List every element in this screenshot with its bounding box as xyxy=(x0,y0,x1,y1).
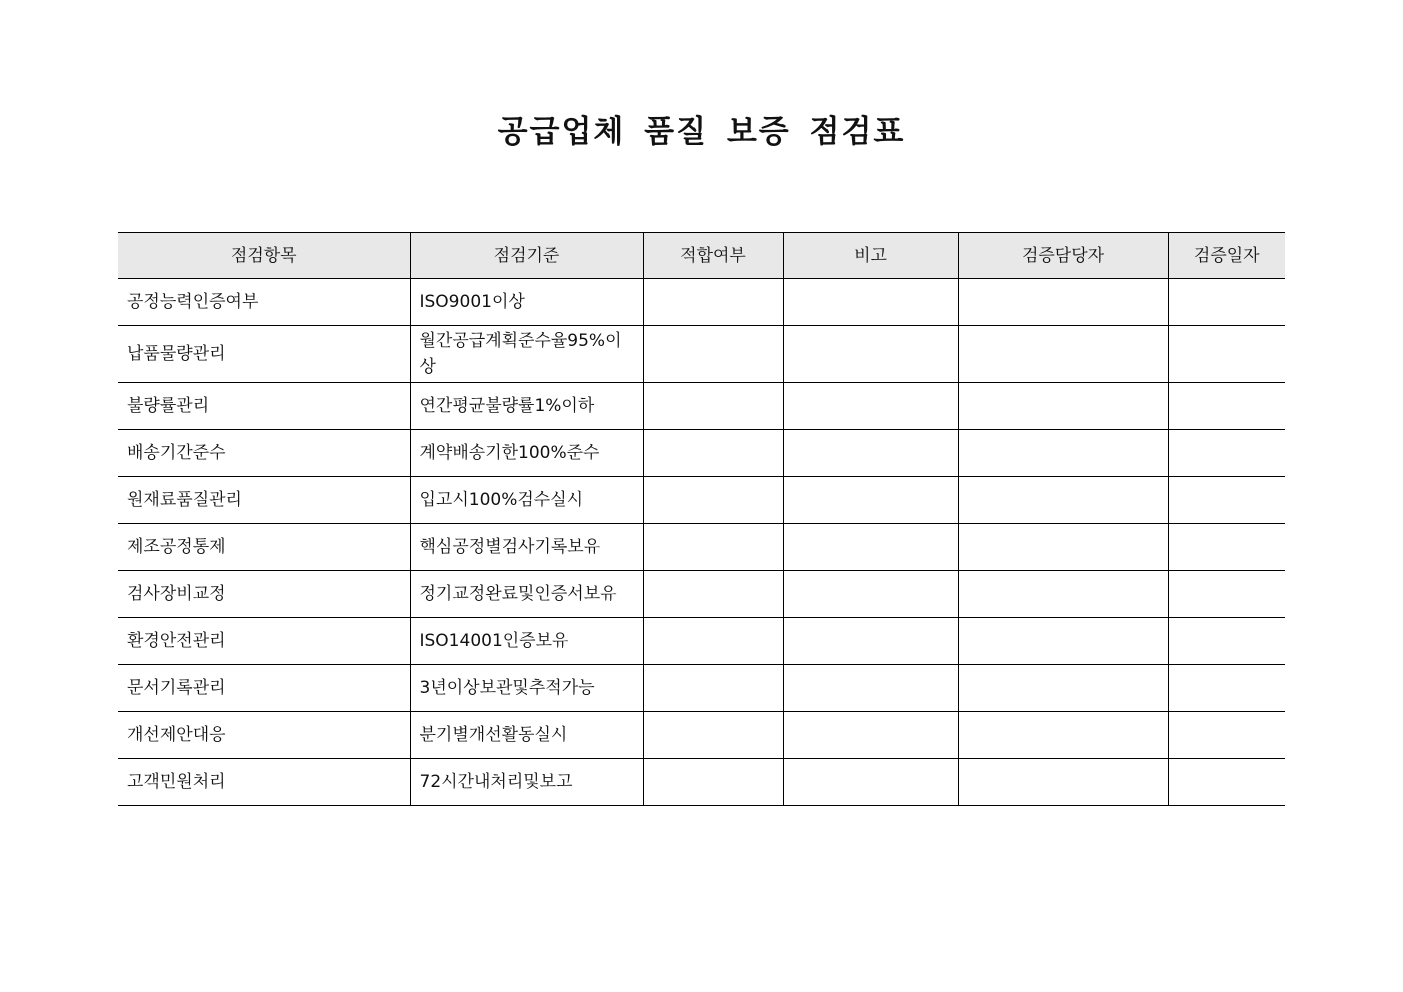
item-cell: 고객민원처리 xyxy=(118,759,410,806)
date-cell[interactable] xyxy=(1168,712,1285,759)
criteria-cell: 핵심공정별검사기록보유 xyxy=(410,524,643,571)
table-row xyxy=(118,712,1285,759)
result-cell[interactable] xyxy=(643,383,783,430)
date-cell[interactable] xyxy=(1168,571,1285,618)
note-cell[interactable] xyxy=(783,477,958,524)
verifier-cell[interactable] xyxy=(958,524,1168,571)
criteria-cell: 계약배송기한100%준수 xyxy=(410,430,643,477)
item-cell: 공정능력인증여부 xyxy=(118,279,410,326)
date-cell[interactable] xyxy=(1168,759,1285,806)
note-cell[interactable] xyxy=(783,571,958,618)
header-verifier: 검증담당자 xyxy=(958,233,1168,279)
document-title: 공급업체 품질 보증 점검표 xyxy=(497,114,906,150)
result-cell[interactable] xyxy=(643,759,783,806)
item-cell: 검사장비교정 xyxy=(118,571,410,618)
table-row xyxy=(118,383,1285,430)
verifier-cell[interactable] xyxy=(958,326,1168,383)
date-cell[interactable] xyxy=(1168,383,1285,430)
result-cell[interactable] xyxy=(643,279,783,326)
criteria-cell: 정기교정완료및인증서보유 xyxy=(410,571,643,618)
note-cell[interactable] xyxy=(783,665,958,712)
table-row xyxy=(118,571,1285,618)
note-cell[interactable] xyxy=(783,618,958,665)
checklist-table xyxy=(118,232,1285,806)
note-cell[interactable] xyxy=(783,524,958,571)
date-cell[interactable] xyxy=(1168,618,1285,665)
verifier-cell[interactable] xyxy=(958,759,1168,806)
item-cell: 배송기간준수 xyxy=(118,430,410,477)
header-result: 적합여부 xyxy=(643,233,783,279)
item-cell: 원재료품질관리 xyxy=(118,477,410,524)
result-cell[interactable] xyxy=(643,524,783,571)
item-cell: 환경안전관리 xyxy=(118,618,410,665)
criteria-cell: ISO9001이상 xyxy=(410,279,643,326)
verifier-cell[interactable] xyxy=(958,430,1168,477)
header-note: 비고 xyxy=(783,233,958,279)
table-row xyxy=(118,524,1285,571)
verifier-cell[interactable] xyxy=(958,571,1168,618)
table-row xyxy=(118,665,1285,712)
result-cell[interactable] xyxy=(643,665,783,712)
criteria-cell: 3년이상보관및추적가능 xyxy=(410,665,643,712)
table-row xyxy=(118,430,1285,477)
header-item: 점검항목 xyxy=(118,233,410,279)
result-cell[interactable] xyxy=(643,430,783,477)
item-cell: 불량률관리 xyxy=(118,383,410,430)
result-cell[interactable] xyxy=(643,618,783,665)
verifier-cell[interactable] xyxy=(958,279,1168,326)
table-row xyxy=(118,618,1285,665)
verifier-cell[interactable] xyxy=(958,665,1168,712)
item-cell: 문서기록관리 xyxy=(118,665,410,712)
result-cell[interactable] xyxy=(643,712,783,759)
result-cell[interactable] xyxy=(643,326,783,383)
table-row xyxy=(118,759,1285,806)
table-row xyxy=(118,477,1285,524)
item-cell: 제조공정통제 xyxy=(118,524,410,571)
criteria-cell: 입고시100%검수실시 xyxy=(410,477,643,524)
verifier-cell[interactable] xyxy=(958,477,1168,524)
result-cell[interactable] xyxy=(643,571,783,618)
item-cell: 납품물량관리 xyxy=(118,326,410,383)
item-cell: 개선제안대응 xyxy=(118,712,410,759)
date-cell[interactable] xyxy=(1168,326,1285,383)
note-cell[interactable] xyxy=(783,430,958,477)
note-cell[interactable] xyxy=(783,759,958,806)
note-cell[interactable] xyxy=(783,279,958,326)
criteria-cell: ISO14001인증보유 xyxy=(410,618,643,665)
note-cell[interactable] xyxy=(783,712,958,759)
date-cell[interactable] xyxy=(1168,477,1285,524)
date-cell[interactable] xyxy=(1168,665,1285,712)
date-cell[interactable] xyxy=(1168,430,1285,477)
criteria-cell: 72시간내처리및보고 xyxy=(410,759,643,806)
date-cell[interactable] xyxy=(1168,524,1285,571)
table-row xyxy=(118,279,1285,326)
verifier-cell[interactable] xyxy=(958,618,1168,665)
criteria-cell: 연간평균불량률1%이하 xyxy=(410,383,643,430)
verifier-cell[interactable] xyxy=(958,383,1168,430)
header-date: 검증일자 xyxy=(1168,233,1285,279)
header-criteria: 점검기준 xyxy=(410,233,643,279)
criteria-cell: 월간공급계획준수율95%이상 xyxy=(410,326,643,383)
criteria-cell: 분기별개선활동실시 xyxy=(410,712,643,759)
table-header-row xyxy=(118,233,1285,279)
note-cell[interactable] xyxy=(783,383,958,430)
table-row xyxy=(118,326,1285,383)
note-cell[interactable] xyxy=(783,326,958,383)
date-cell[interactable] xyxy=(1168,279,1285,326)
verifier-cell[interactable] xyxy=(958,712,1168,759)
result-cell[interactable] xyxy=(643,477,783,524)
